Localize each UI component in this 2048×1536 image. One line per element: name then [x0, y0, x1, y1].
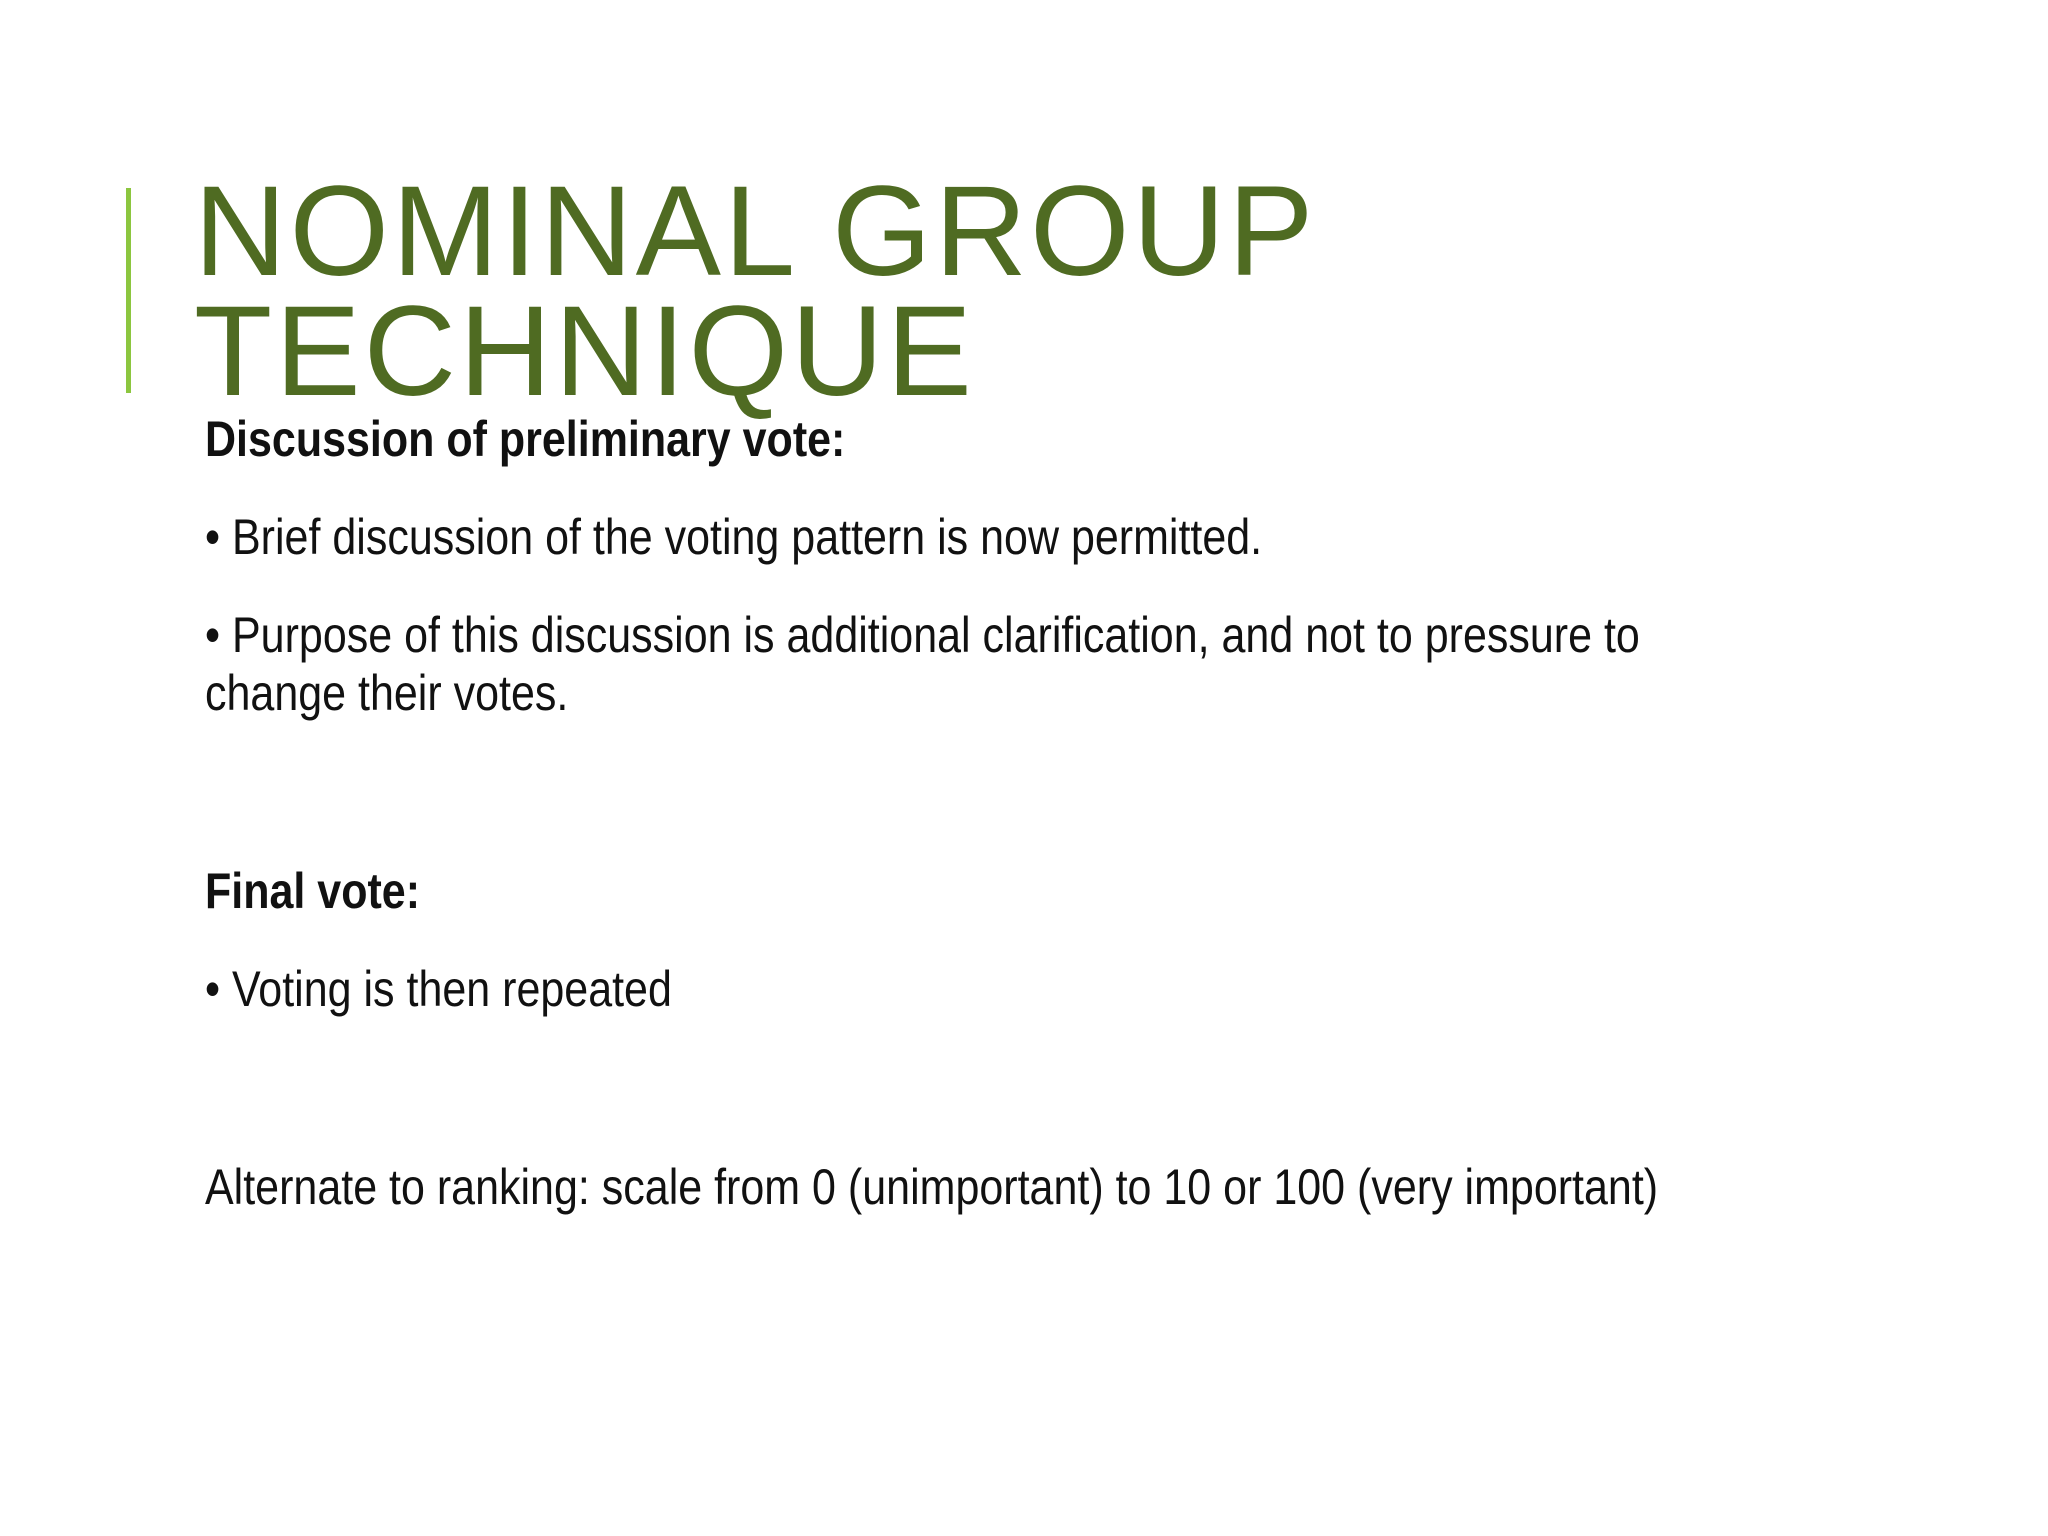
- slide-body: [205, 410, 1667, 1216]
- title-accent-bar: [126, 188, 131, 393]
- section-heading-preliminary-vote: Discussion of preliminary vote:: [205, 411, 846, 467]
- section-heading-final-vote: Final vote:: [205, 863, 421, 919]
- bullet-voting-repeated: • Voting is then repeated: [205, 961, 672, 1017]
- slide-title: [194, 160, 1317, 423]
- alternate-ranking-note: Alternate to ranking: scale from 0 (unimportant) to 10 or 100 (very important): [205, 1159, 1659, 1215]
- bullet-brief-discussion: • Brief discussion of the voting pattern is now permitted.: [205, 509, 1263, 565]
- slide-title-line-1: NOMINAL GROUP: [194, 160, 1317, 303]
- bullet-purpose: [205, 606, 1667, 722]
- slide-title-line-2: TECHNIQUE: [194, 280, 975, 423]
- bullet-purpose-line-1: • Purpose of this discussion is additional clarification, and not to pressure to: [205, 607, 1640, 663]
- bullet-purpose-line-2: change their votes.: [205, 665, 569, 721]
